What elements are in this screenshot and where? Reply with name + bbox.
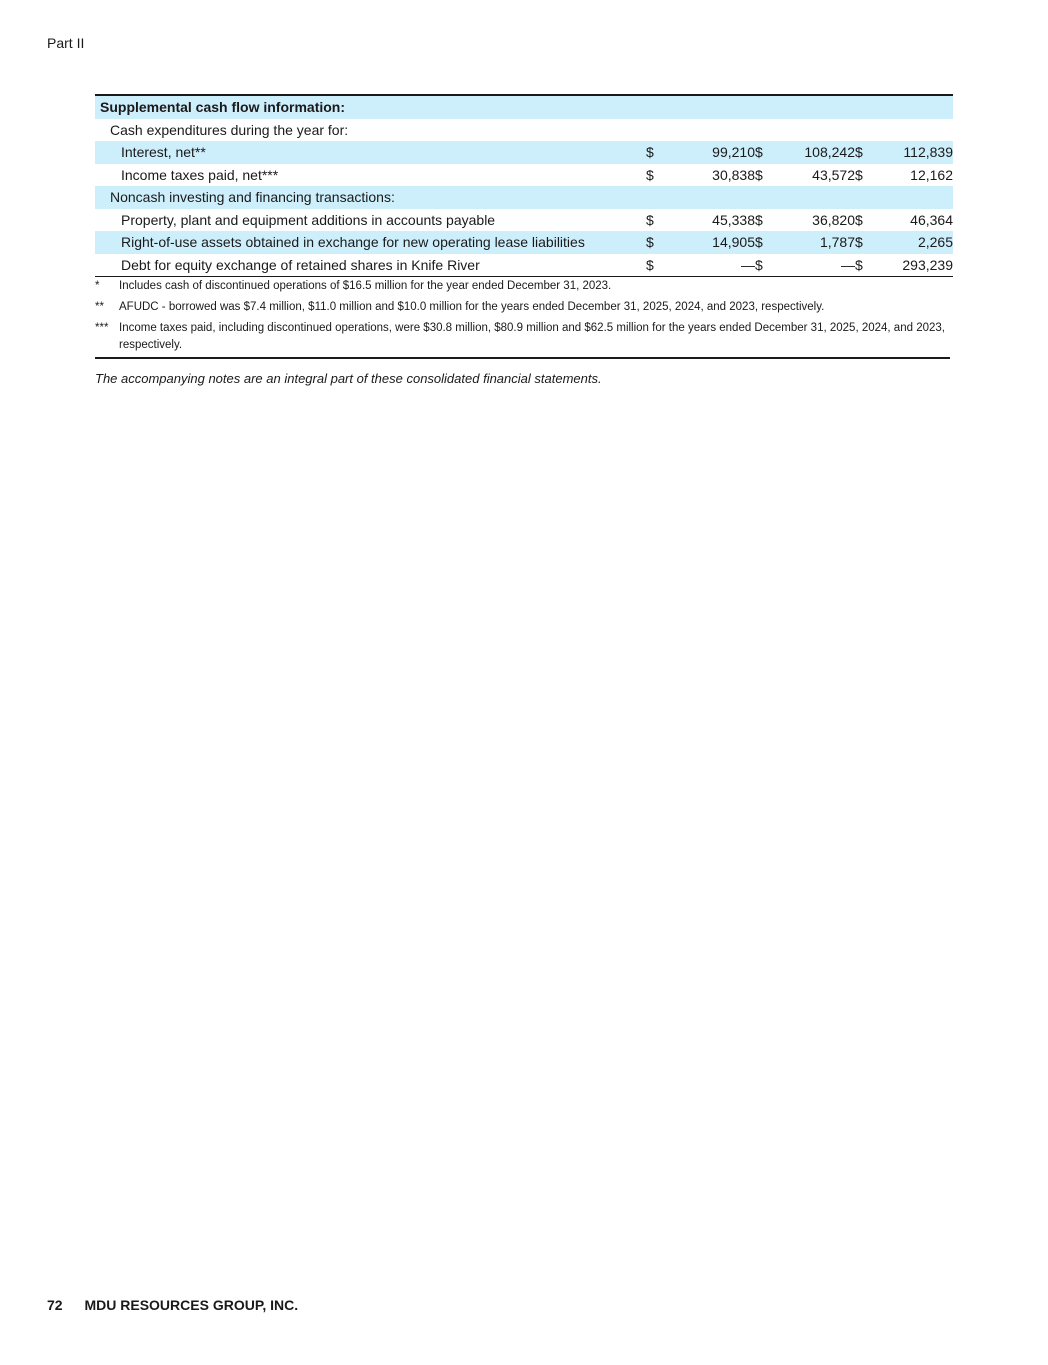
value-2024 <box>767 186 855 209</box>
part-label: Part II <box>47 35 85 51</box>
currency-symbol <box>755 186 767 209</box>
currency-symbol: $ <box>646 141 658 164</box>
accompanying-notes-statement: The accompanying notes are an integral part of these consolidated financial statements. <box>95 371 602 386</box>
value-2025: 45,338 <box>712 211 755 228</box>
footnote-text: Includes cash of discontinued operations of $16.5 million for the year ended December 31, 2023. <box>119 280 612 292</box>
page-number: 72 <box>47 1297 63 1313</box>
value-2024: 43,572 <box>812 166 855 183</box>
value-2025 <box>658 119 755 142</box>
supplemental-cash-flow-table <box>95 94 953 277</box>
table-row <box>95 164 953 187</box>
cash-flow-table-container <box>95 94 953 277</box>
currency-symbol: $ <box>855 166 863 183</box>
value-2024 <box>767 119 855 142</box>
currency-symbol: $ <box>646 166 654 183</box>
currency-symbol: $ <box>855 141 867 164</box>
table-row <box>95 254 953 277</box>
company-name: MDU RESOURCES GROUP, INC. <box>84 1297 299 1313</box>
footnote-text: AFUDC - borrowed was $7.4 million, $11.0 million and $10.0 million for the years ended December 31, 2025, 2024, and 2023, respectively. <box>119 301 825 313</box>
currency-symbol: $ <box>755 211 763 228</box>
currency-symbol: $ <box>646 231 658 254</box>
value-2025: 99,210 <box>658 141 755 164</box>
row-label: Income taxes paid, net*** <box>121 166 279 183</box>
currency-symbol: $ <box>855 254 867 277</box>
value-2024: 1,787 <box>767 231 855 254</box>
row-label: Noncash investing and financing transactions: <box>95 186 646 209</box>
footnote-mark: * <box>95 280 100 292</box>
table-row <box>95 141 953 164</box>
value-2023: 12,162 <box>910 166 953 183</box>
value-2025: 14,905 <box>658 231 755 254</box>
currency-symbol <box>755 119 767 142</box>
currency-symbol <box>855 119 867 142</box>
value-2024: 108,242 <box>767 141 855 164</box>
value-2024: 36,820 <box>812 211 855 228</box>
currency-symbol: $ <box>755 141 767 164</box>
currency-symbol: $ <box>646 211 654 228</box>
value-2023 <box>867 119 953 142</box>
table-row <box>95 209 953 232</box>
value-2023: 293,239 <box>867 254 953 277</box>
row-label: Debt for equity exchange of retained shares in Knife River <box>95 254 646 277</box>
row-label: Cash expenditures during the year for: <box>110 121 349 138</box>
value-2023: 46,364 <box>910 211 953 228</box>
page-footer <box>47 1297 298 1313</box>
table-row <box>95 186 953 209</box>
value-2025 <box>658 186 755 209</box>
currency-symbol <box>855 186 867 209</box>
currency-symbol: $ <box>755 166 763 183</box>
table-title-row <box>95 95 953 119</box>
row-label: Interest, net** <box>95 141 646 164</box>
row-label: Property, plant and equipment additions in accounts payable <box>121 211 496 228</box>
table-row <box>95 119 953 142</box>
value-2025: 30,838 <box>712 166 755 183</box>
currency-symbol: $ <box>646 254 658 277</box>
footnotes <box>95 278 950 359</box>
table-row <box>95 231 953 254</box>
table-title: Supplemental cash flow information: <box>95 95 646 119</box>
row-label: Right-of-use assets obtained in exchange for new operating lease liabilities <box>95 231 646 254</box>
currency-symbol: $ <box>855 231 867 254</box>
footnote <box>95 299 950 316</box>
footnote <box>95 278 950 295</box>
currency-symbol: $ <box>855 211 863 228</box>
currency-symbol: $ <box>755 254 767 277</box>
value-2025: — <box>658 254 755 277</box>
currency-symbol <box>646 186 658 209</box>
footnote-mark: *** <box>95 322 109 334</box>
value-2023: 112,839 <box>867 141 953 164</box>
footnote-mark: ** <box>95 301 104 313</box>
currency-symbol <box>646 119 658 142</box>
footnote <box>95 320 950 354</box>
value-2023 <box>867 186 953 209</box>
value-2024: — <box>767 254 855 277</box>
value-2023: 2,265 <box>867 231 953 254</box>
currency-symbol: $ <box>755 231 767 254</box>
footnote-text: Income taxes paid, including discontinued operations, were $30.8 million, $80.9 million and $62.5 million for the years ended December 31, 2025, 2024, and 2023, respectively. <box>119 322 945 351</box>
